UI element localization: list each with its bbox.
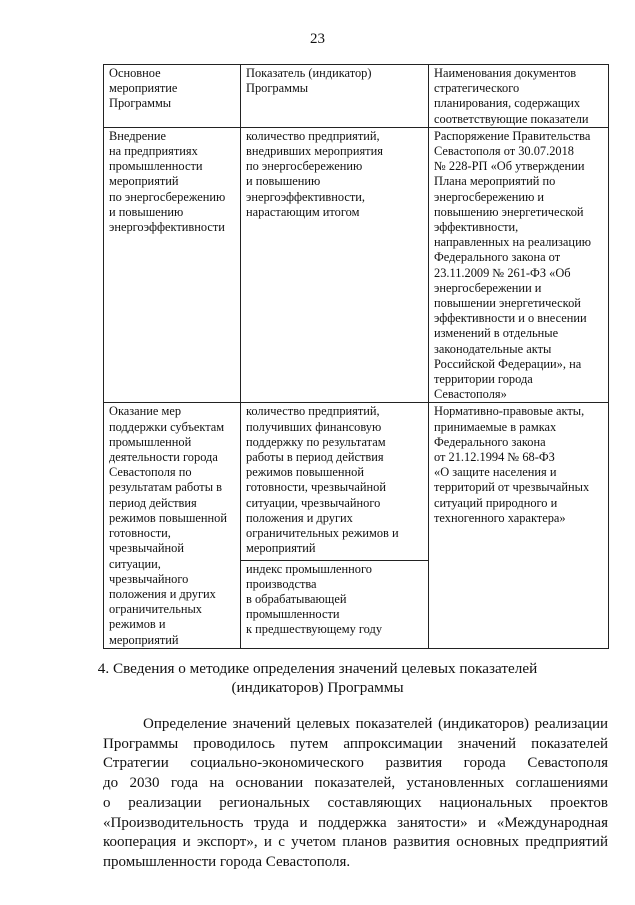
cell-text-line: направленных на реализацию (434, 235, 591, 250)
row2-indicator-cell (241, 403, 429, 648)
cell-text-line: результатам работы в (109, 480, 222, 495)
cell-text-line: от 21.12.1994 № 68-ФЗ (434, 450, 555, 465)
row1-activity-cell (104, 127, 241, 403)
cell-text-line: энергосбережению и (434, 189, 545, 204)
cell-text-line: Севастополя по (109, 465, 192, 480)
cell-text-line: повышению энергетической (434, 204, 584, 219)
cell-text-line: режимов и (109, 617, 166, 632)
cell-text-line: готовности, (109, 526, 171, 541)
cell-text-line: принимаемые в рамках (434, 419, 557, 434)
row2-activity-cell (104, 403, 241, 648)
cell-text-line: промышленной (109, 434, 192, 449)
cell-text-line: период действия (109, 495, 197, 510)
cell-text-line: соответствующие показатели (434, 111, 589, 126)
paragraph-line: Программы проводилось путем аппроксимации значений показателей (103, 735, 608, 752)
cell-text-line: промышленности (109, 159, 203, 174)
cell-text-line: № 228-РП «Об утверждении (434, 159, 585, 174)
header-cell-indicator (241, 65, 429, 128)
table-row (104, 127, 609, 403)
paragraph-line: Стратегии социально-экономического развития города Севастополя (103, 755, 608, 772)
cell-text-line: работы в период действия (246, 450, 384, 465)
cell-text-line: поддержку по результатам (246, 434, 386, 449)
cell-text-line: Основное (109, 66, 161, 80)
cell-text-line: Программы (109, 96, 172, 111)
cell-text-line: энергоэффективности, (246, 189, 366, 204)
cell-text-line: Плана мероприятий по (434, 174, 556, 189)
cell-text-line: стратегического (434, 81, 520, 96)
cell-text-line: энергосбережении и (434, 280, 542, 295)
cell-text-line: режимов повышенной (109, 510, 228, 525)
cell-text-line: техногенного характера» (434, 510, 566, 525)
cell-text-line: законодательные акты (434, 341, 552, 356)
paragraph-line: промышленности города Севастополя. (103, 853, 351, 870)
cell-text-line: ограничительных (109, 602, 202, 617)
cell-text-line: ситуаций природного и (434, 495, 558, 510)
row1-indicator-cell (241, 127, 429, 403)
cell-text-line: промышленности (246, 607, 340, 622)
table-row (104, 403, 609, 648)
cell-text-line: Распоряжение Правительства (434, 128, 591, 143)
cell-text-line: Программы (246, 81, 309, 96)
cell-text-line: 23.11.2009 № 261-ФЗ «Об (434, 265, 571, 280)
cell-text-line: эффективности, (434, 220, 519, 235)
row2-indicator-production-index (241, 561, 428, 638)
cell-text-line: эффективности и о внесении (434, 311, 587, 326)
methodology-paragraph (103, 715, 608, 873)
cell-text-line: мероприятий (109, 174, 179, 189)
cell-text-line: по энергосбережению (246, 159, 363, 174)
cell-text-line: положения и других (109, 586, 216, 601)
cell-text-line: чрезвычайного (109, 571, 189, 586)
cell-text-line: количество предприятий, (246, 404, 380, 419)
cell-text-line: Оказание мер (109, 404, 182, 419)
cell-text-line: по энергосбережению (109, 189, 226, 204)
cell-text-line: готовности, чрезвычайной (246, 480, 386, 495)
cell-text-line: индекс промышленного (246, 561, 372, 576)
cell-text-line: энергоэффективности (109, 220, 225, 235)
cell-text-line: Севастополя от 30.07.2018 (434, 144, 574, 159)
cell-text-line: мероприятие (109, 81, 178, 96)
cell-text-line: поддержки субъектам (109, 419, 225, 434)
cell-text-line: внедривших мероприятия (246, 144, 383, 159)
header-cell-main-activity (104, 65, 241, 128)
cell-text-line: производства (246, 576, 317, 591)
cell-text-line: ситуации, чрезвычайного (246, 495, 381, 510)
cell-text-line: чрезвычайной (109, 541, 184, 556)
paragraph-line: кооперация и экспорт», и с учетом планов развития основных предприятий (103, 834, 608, 851)
cell-text-line: повышении энергетической (434, 296, 581, 311)
cell-text-line: территории города (434, 372, 533, 387)
cell-text-line: нарастающим итогом (246, 204, 360, 219)
cell-text-line: положения и других (246, 510, 353, 525)
cell-text-line: планирования, содержащих (434, 96, 581, 111)
cell-text-line: в обрабатывающей (246, 591, 347, 606)
cell-text-line: режимов повышенной (246, 465, 365, 480)
cell-text-line: к предшествующему году (246, 622, 383, 637)
cell-text-line: мероприятий (246, 541, 316, 556)
cell-text-line: Федерального закона (434, 434, 546, 449)
cell-text-line: Российской Федерации», на (434, 356, 582, 371)
cell-text-line: и повышению (246, 174, 321, 189)
cell-text-line: и повышению (109, 204, 184, 219)
cell-text-line: Наименования документов (434, 66, 577, 80)
cell-text-line: «О защите населения и (434, 465, 557, 480)
section-heading-line2: (индикаторов) Программы (231, 679, 404, 696)
cell-text-line: Внедрение (109, 128, 166, 143)
header-cell-documents (429, 65, 609, 128)
cell-text-line: ситуации, (109, 556, 161, 571)
cell-text-line: ограничительных режимов и (246, 526, 399, 541)
cell-text-line: на предприятиях (109, 144, 198, 159)
cell-text-line: количество предприятий, (246, 128, 380, 143)
paragraph-line: «Производительность труда и поддержка занятости» и «Международная (103, 814, 608, 831)
cell-text-line: Севастополя» (434, 387, 507, 402)
cell-text-line: Нормативно-правовые акты, (434, 404, 585, 419)
cell-text-line: деятельности города (109, 450, 218, 465)
table-header-row (104, 65, 609, 128)
row1-documents-cell (429, 127, 609, 403)
section-heading-line1: 4. Сведения о методике определения значений целевых показателей (97, 660, 538, 677)
paragraph-line: о реализации региональных составляющих национальных проектов (103, 794, 608, 811)
paragraph-line: до 2030 года на основании показателей, установленных соглашениями (103, 775, 608, 792)
indicators-table (103, 64, 609, 649)
paragraph-line: Определение значений целевых показателей (индикаторов) реализации (143, 716, 608, 732)
row2-documents-cell (429, 403, 609, 648)
cell-text-line: Показатель (индикатор) (246, 66, 372, 80)
cell-text-line: Федерального закона от (434, 250, 561, 265)
page-number: 23 (310, 31, 325, 47)
cell-text-line: мероприятий (109, 632, 179, 647)
row2-indicator-support (241, 403, 428, 560)
cell-text-line: получивших финансовую (246, 419, 382, 434)
cell-text-line: изменений в отдельные (434, 326, 559, 341)
cell-text-line: территорий от чрезвычайных (434, 480, 590, 495)
